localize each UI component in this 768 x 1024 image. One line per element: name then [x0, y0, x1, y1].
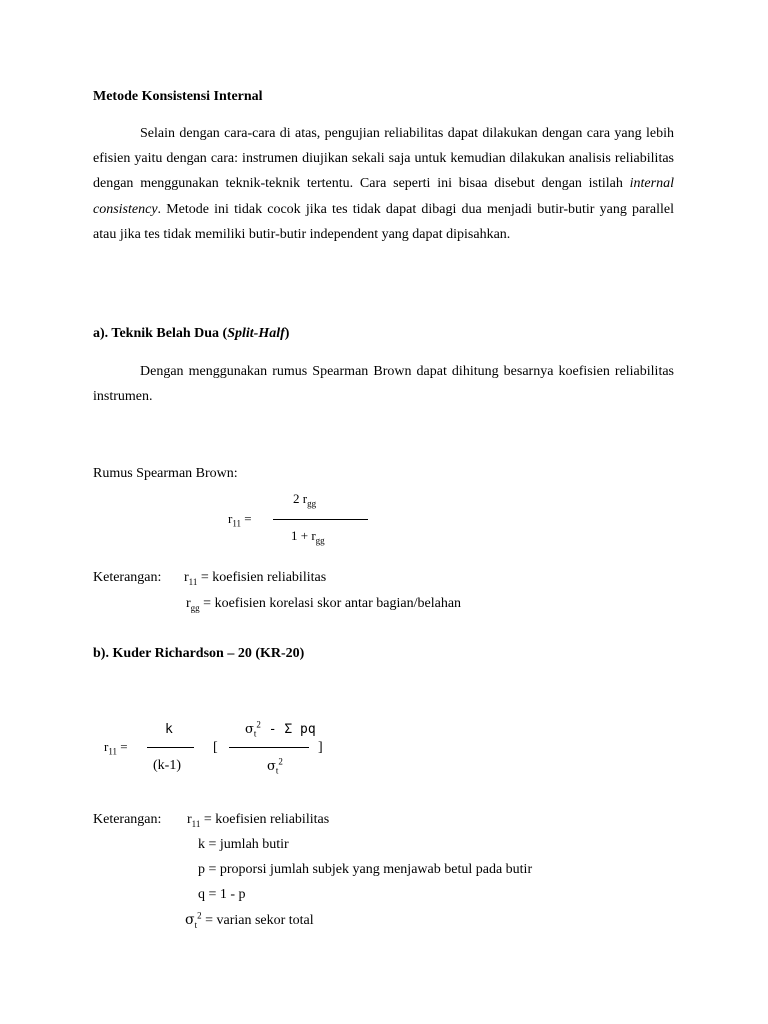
formula-b-bracket-close: ] — [318, 740, 323, 755]
formula-a-lhs-sub: 11 — [232, 518, 242, 529]
note-a-rgg-sym: r — [186, 596, 191, 611]
note-a-r11-sym: r — [184, 570, 189, 585]
formula-a-fraction-bar — [273, 519, 368, 520]
frac2-den-sup: 2 — [278, 756, 283, 767]
section-a-note-rgg — [186, 596, 461, 613]
intro-paragraph — [93, 121, 674, 247]
section-b-note-k: k = jumlah butir — [198, 837, 289, 852]
formula-b-equals: = — [117, 739, 128, 754]
section-b-note-q: q = 1 - p — [198, 887, 246, 902]
section-b-keterangan-label: Keterangan: — [93, 812, 162, 827]
formula-b-frac1-num: k — [165, 722, 173, 737]
frac2-den-sub: t — [275, 765, 279, 776]
formula-a-den-text: 1 + r — [291, 528, 316, 543]
note-b-sigma-sup: 2 — [197, 910, 202, 921]
formula-b-frac1-bar — [147, 747, 194, 748]
note-a-r11-text: = koefisien reliabilitas — [197, 570, 327, 585]
section-a-heading-suffix: ) — [284, 326, 290, 341]
section-a-keterangan-label: Keterangan: — [93, 570, 162, 585]
note-a-rgg-sub: gg — [190, 602, 200, 613]
section-b-note-r11 — [187, 812, 329, 829]
frac2-num-sub: t — [253, 728, 257, 739]
section-a-heading-prefix: a). Teknik Belah Dua ( — [93, 326, 228, 341]
note-b-r11-sub: 11 — [191, 818, 201, 829]
frac2-den-sigma: σ — [267, 759, 276, 774]
formula-a-denominator — [291, 528, 325, 544]
note-b-r11-sym: r — [187, 812, 192, 827]
section-b-note-p: p = proporsi jumlah subjek yang menjawab betul pada butir — [198, 862, 533, 877]
note-b-sigma-sub: t — [194, 919, 198, 930]
note-b-r11-text: = koefisien reliabilitas — [200, 812, 330, 827]
formula-b-frac2-den — [267, 758, 283, 775]
formula-b-frac2-bar — [229, 747, 309, 748]
formula-b-lhs-sym: r — [104, 739, 109, 754]
note-b-sigma-text: = varian sekor total — [201, 913, 314, 928]
section-a-note-r11 — [184, 570, 326, 587]
formula-b-lhs — [104, 739, 128, 755]
formula-b-lhs-sub: 11 — [108, 746, 118, 757]
spearman-brown-title: Rumus Spearman Brown: — [93, 466, 238, 481]
section-a-heading-term: Split-Half — [227, 326, 285, 341]
formula-b-frac2-num — [245, 721, 316, 738]
note-a-r11-sub: 11 — [188, 576, 198, 587]
note-a-rgg-text: = koefisien korelasi skor antar bagian/belahan — [199, 596, 462, 611]
section-a-heading — [93, 326, 289, 343]
formula-a-lhs — [228, 511, 252, 527]
formula-a-lhs-sym: r — [228, 511, 233, 526]
formula-a-num-text: 2 r — [293, 491, 308, 506]
section-b-heading: b). Kuder Richardson – 20 (KR-20) — [93, 646, 305, 661]
note-b-sigma-sym: σ — [185, 912, 195, 928]
page-heading: Metode Konsistensi Internal — [93, 89, 263, 104]
formula-b-frac1-den: (k-1) — [153, 758, 181, 773]
formula-a-equals: = — [241, 511, 252, 526]
intro-text-1: Selain dengan cara-cara di atas, pengujian reliabilitas dapat dilakukan dengan cara yang lebih efisien yaitu dengan cara: instrumen diujikan sekali saja untuk kemudian dilakukan analisis reliabilitas dengan menggunakan teknik-teknik tertentu. Cara seperti ini bisaa disebut dengan istilah — [93, 126, 674, 192]
formula-a-num-sub: gg — [307, 498, 317, 509]
formula-a-den-sub: gg — [315, 535, 325, 546]
formula-a-numerator — [293, 491, 316, 507]
section-b-note-sigma — [185, 912, 314, 930]
section-a-paragraph: Dengan menggunakan rumus Spearman Brown dapat dihitung besarnya koefisien reliabilitas instrumen. — [93, 364, 674, 405]
formula-b-bracket-open: [ — [213, 740, 218, 755]
frac2-num-rest: - Σ pq — [260, 722, 316, 737]
frac2-num-sigma: σ — [245, 722, 254, 737]
frac2-num-sup: 2 — [256, 719, 261, 730]
intro-text-2: . Metode ini tidak cocok jika tes tidak dapat dibagi dua menjadi butir-butir yang parallel atau jika tes tidak memiliki butir-butir independent yang dapat dipisahkan. — [93, 201, 674, 242]
intro-term: internal consistency — [93, 176, 674, 217]
